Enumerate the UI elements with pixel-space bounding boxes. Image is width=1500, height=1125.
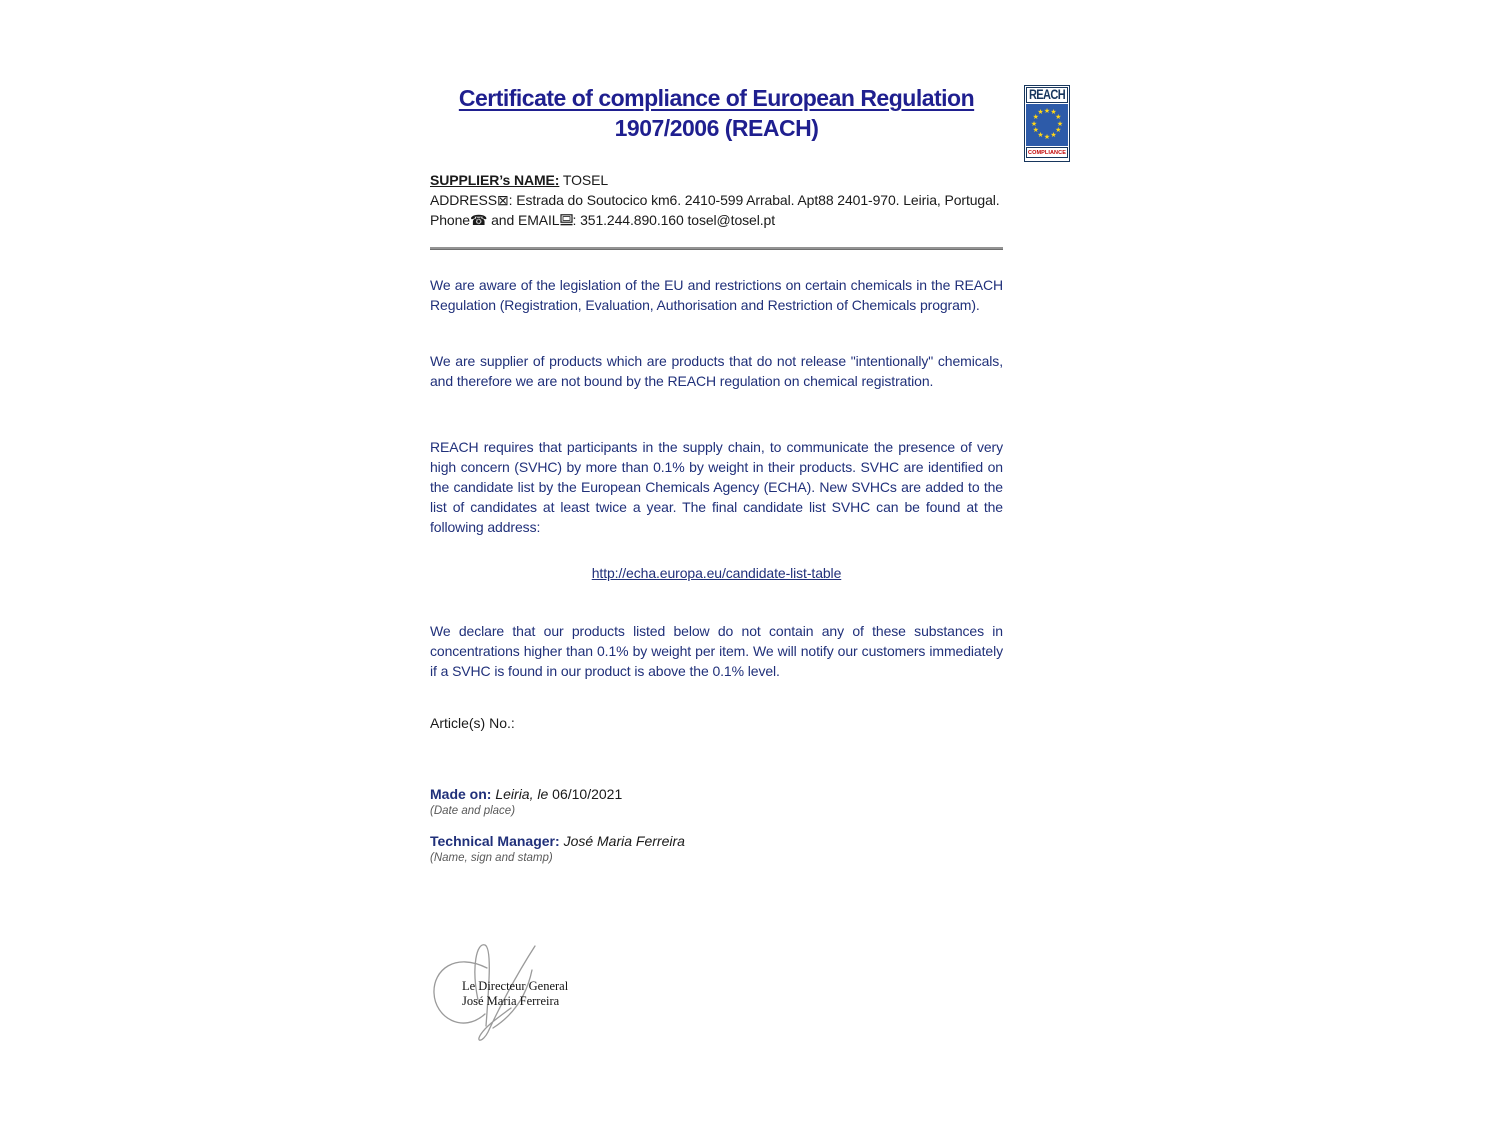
eu-star-icon: ★: [1032, 127, 1039, 134]
eu-stars-panel: [1026, 104, 1068, 146]
made-on-date: 06/10/2021: [552, 785, 623, 802]
eu-star-icon: ★: [1043, 133, 1051, 141]
supplier-block: [430, 170, 1003, 230]
eu-star-icon: ★: [1030, 120, 1038, 128]
signature-name: José Maria Ferreira: [462, 994, 560, 1008]
telephone-icon: ☎: [469, 211, 488, 228]
name-sign-stamp-hint: (Name, sign and stamp): [430, 851, 553, 864]
technical-manager-line: [430, 833, 1003, 849]
technical-manager-label: Technical Manager:: [430, 832, 560, 849]
eu-star-icon: ★: [1037, 109, 1044, 117]
supplier-address-line: [430, 190, 1003, 210]
date-place-hint: (Date and place): [430, 804, 516, 817]
articles-no-label: Article(s) No.:: [430, 714, 515, 731]
eu-star-icon: ★: [1037, 131, 1044, 139]
reach-logo-top-band: [1026, 87, 1068, 103]
paragraph-declaration: We declare that our products listed below do not contain any of these substances in concentrations higher than 0.1% by weight per item. We will notify our customers immediately if a SVHC is found in our product is above the 0.1% level.: [430, 622, 1003, 679]
candidate-list-link-line: [430, 565, 1003, 583]
supplier-name-line: [430, 170, 1003, 190]
compliance-band: [1026, 147, 1068, 158]
made-on-place: Leiria, le: [495, 785, 549, 802]
eu-star-icon: ★: [1050, 131, 1057, 139]
candidate-list-link[interactable]: http://echa.europa.eu/candidate-list-table: [591, 564, 842, 581]
eu-star-icon: ★: [1032, 114, 1039, 121]
eu-star-icon: ★: [1055, 127, 1062, 134]
eu-star-icon: ★: [1043, 107, 1051, 115]
supplier-name-label: SUPPLIER’s NAME:: [430, 171, 560, 188]
computer-icon: [560, 212, 573, 228]
address-label: ADDRESS: [430, 191, 497, 208]
paragraph-reach-requirements: REACH requires that participants in the supply chain, to communicate the presence of very high concern (SVHC) by more than 0.1% by weight in their products. SVHC are identified on the candidate list by the European Chemicals Agency (ECHA). New SVHCs are added to the list of candidates at least twice a year. The final candidate list SVHC can be found at the following address:: [430, 438, 1003, 535]
paragraph-supplier-statement: We are supplier of products which are products that do not release "intentionally" chemicals, and therefore we are not bound by the REACH regulation on chemical registration.: [430, 352, 1003, 389]
address-value: : Estrada do Soutocico km6. 2410-599 Arrabal. Apt88 2401-970. Leiria, Portugal.: [508, 191, 1000, 208]
made-on-line: [430, 786, 1003, 802]
reach-logo-text: REACH: [1028, 87, 1066, 103]
supplier-contact-line: [430, 210, 1003, 230]
email-label: and EMAIL: [491, 211, 560, 228]
technical-manager-name: José Maria Ferreira: [563, 832, 685, 849]
paragraph-awareness: We are aware of the legislation of the EU and restrictions on certain chemicals in the REACH Regulation (Registration, Evaluation, Authorisation and Restriction of Chemicals program).: [430, 276, 1003, 313]
compliance-text: COMPLIANCE: [1028, 149, 1066, 156]
contact-value: : 351.244.890.160 tosel@tosel.pt: [572, 211, 775, 228]
signature-title: Le Directeur General: [462, 979, 569, 993]
reach-compliance-logo: [1024, 85, 1070, 162]
signature-text: [462, 979, 568, 1009]
page-title: [430, 84, 1003, 144]
signature-block: [425, 938, 585, 1063]
eu-star-icon: ★: [1055, 114, 1062, 121]
eu-star-icon: ★: [1056, 120, 1064, 128]
horizontal-divider: [430, 247, 1003, 250]
eu-star-icon: ★: [1050, 109, 1057, 117]
phone-label: Phone: [430, 211, 470, 228]
made-on-label: Made on:: [430, 785, 492, 802]
document-body: [430, 84, 1003, 864]
supplier-name-value: TOSEL: [562, 171, 609, 188]
page-title-line2: 1907/2006 (REACH): [614, 114, 819, 141]
envelope-icon: ⊠: [496, 191, 509, 208]
page-title-line1: Certificate of compliance of European Regulation: [458, 85, 975, 111]
